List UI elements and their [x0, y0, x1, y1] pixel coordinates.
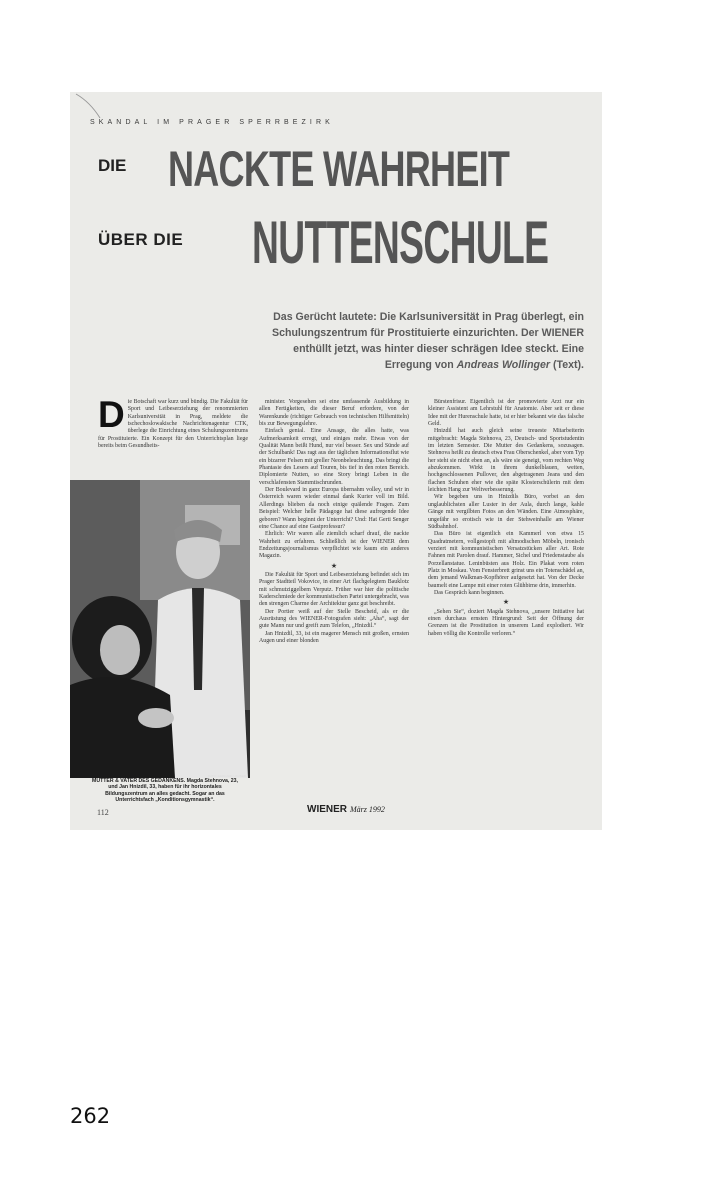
issue-date: März 1992 — [350, 805, 385, 814]
page-curl-mark — [70, 92, 150, 132]
magazine-footer — [307, 804, 385, 815]
deck-author-suffix: (Text). — [553, 359, 584, 371]
headline-line-2: NUTTENSCHULE — [252, 209, 549, 276]
photo-caption: MUTTER & VATER DES GEDANKENS. Magda Stehnova, 23, und Jan Hnizdil, 33, haben für ihr horizontales Bildungszentrum an alles gedacht. Sogar an das Unterrichtsfach „Konditionsgymnastik“. — [92, 778, 238, 804]
photo-credit: FOTO: GERHARD HAUSER — [207, 774, 246, 778]
headline-die: DIE — [98, 156, 127, 175]
dropcap: D — [98, 394, 125, 435]
magazine-name: WIENER — [307, 804, 347, 815]
kicker: SKANDAL IM PRAGER SPERRBEZIRK — [90, 119, 334, 126]
headline-uber-die: ÜBER DIE — [98, 230, 184, 249]
article-paragraph: Jan Hnizdil, 33, ist ein magerer Mensch mit großen, ernsten Augen und einer blonden — [259, 630, 409, 644]
article-photo — [70, 480, 250, 778]
article-paragraph: Das Büro ist eigentlich ein Kammerl von etwa 15 Quadratmetern, vollgestopft mit altmodischen Möbeln, ironisch verziert mit kommunistischen Versatzstücken aller Art. Rote Fahnen mit Parolen drauf. Hammer, Sichel und Friedenstaube als Porzellanstatue. Leninbüsten aus Holz. Ein Plakat vom roten Platz in Moskau. Vom Fensterbrett grinst uns ein Totenschädel an, dem jemand Walkman-Kopfhörer aufgesetzt hat. Von der Decke baumelt eine Lampe mit einer roten Glühbirne drin, immerhin. — [428, 531, 584, 589]
article-paragraph: ie Botschaft war kurz und bündig. Die Fakultät für Sport und Leibeserziehung der renommierten Karlsuniversität in Prag, meldete die tschechoslowakische Nachrichtenagentur CTK, überlege die Einrichtung eines Schulungszentrums für Prostituierte. Ein Konzept für den Unterrichtsplan liege bereits beim Gesundheits- — [98, 399, 248, 450]
article-paragraph: „Sehen Sie“, doziert Magda Stehnova, „unsere Initiative hat einen durchaus ernsten Hintergrund: Seit der Öffnung der Grenzen ist die Prostitution in unserem Land explodiert. Wir haben völlig die Kontrolle verloren.“ — [428, 608, 584, 637]
page-number: 262 — [70, 1104, 111, 1128]
deck-text: Das Gerücht lautete: Die Karlsuniversität in Prag überlegt, ein Schulungszentrum für Prostituierte einzurichten. Der WIENER enthüllt jetzt, was hinter dieser schrägen Idee steckt. Eine Erregung von — [272, 311, 584, 371]
deck-author: Andreas Wollinger — [456, 359, 551, 371]
section-star: ★ — [330, 561, 338, 570]
article-paragraph: Einfach genial. Eine Ansage, die alles hatte, was Aufmerksamkeit erregt, und einiges mehr. Etwas von der Qualität Mann beißt Hund, nur viel besser. Sex und Sünde auf der Schulbank! Das ragt aus der täglichen Informationsflut wie ein bizarrer Felsen mit greller Neonbeleuchtung. Das bringt die Phantasie des Lesers auf Touren, bis tief in den roten Bereich. Diplomierte Nutten, so eine Story bringt Leben in die verschlafensten Stammtischrunden. — [259, 428, 409, 486]
folio: 112 — [97, 808, 109, 817]
headline-line-1: NACKTE WAHRHEIT — [168, 141, 510, 197]
scanned-magazine-page — [70, 92, 602, 830]
article-column-2 — [259, 399, 409, 645]
article-paragraph: Hnizdil hat auch gleich seine treueste Mitarbeiterin mitgebracht: Magda Stehnova, 23, Deutsch- und Sportstudentin im letzten Semester. Die Mutter des Gedankens, sozusagen. Stehnova heißt zu deutsch etwa Frau Oberschenkel, aber vom Typ her steht sie nicht eben an, als wäre sie geneigt, vom rechten Weg abzukommen. Wirkt in ihrem dunkelblauen, weiten, hochgeschlossenen Pullover, den abgetragenen Jeans und den flachen Schuhen eher wie die späte Klosterschülerin mit dem leichten Hang zur Weltverbesserung. — [428, 428, 584, 494]
article-paragraph: Die Fakultät für Sport und Leibeserziehung befindet sich im Prager Stadtteil Vokovice, in einer Art flachgelegtem Bauklotz mit schmutziggelbem Verputz. Früher war hier die politische Kaderschmiede der kommunistischen Partei untergebracht, was den strengen Charme der Architektur ganz gut beschreibt. — [259, 571, 409, 608]
deck — [244, 309, 584, 373]
photo-people-illustration — [70, 480, 250, 778]
article-paragraph: Der Boulevard in ganz Europa übernahm volley, und wir in Österreich waren wieder einmal dank Kurier voll im Bild. Allerdings blieben da noch einige quälende Fragen. Zum Beispiel: Welcher helle Pädagoge hat diese aufregende Idee geboren? Wann beginnt der Unterricht? Und: Hat Gerti Senger eine Chance auf eine Gastprofessur? — [259, 487, 409, 530]
article-paragraph: Das Gespräch kann beginnen. — [434, 589, 505, 596]
article-paragraph: Der Portier weiß auf der Stelle Bescheid, als er die Ausrüstung des WIENER-Fotografen sieht: „Aha“, sagt der gute Mann nur und greift zum Telefon, „Hnizdil.“ — [259, 608, 409, 630]
section-star: ★ — [502, 598, 510, 607]
article-paragraph: Bürstenfrisur. Eigentlich ist der promovierte Arzt nur ein kleiner Assistent am Lehrstuhl für Anatomie. Aber seit er diese Idee mit der Hurenschule hatte, ist er hier bekannt wie das falsche Geld. — [428, 399, 584, 428]
article-column-3 — [428, 399, 584, 638]
article-column-1 — [98, 394, 248, 450]
article-paragraph: minister. Vorgesehen sei eine umfassende Ausbildung in allen Fertigkeiten, die dieser Beruf erfordere, von der Warenkunde (richtiger Gebrauch von technischen Hilfsmitteln) bis zur Bewegungslehre. — [259, 399, 409, 428]
article-paragraph: Ehrlich: Wir waren alle ziemlich scharf drauf, die nackte Wahrheit zu erfahren. Schließlich ist der WIENER dem Endzeitungsjournalismus verpflichtet wie kaum ein anderes Magazin. — [259, 531, 409, 560]
article-paragraph: Wir begeben uns in Hnizdils Büro, vorbei an den unglaublichsten aller Luster in der Aula, durch lange, kahle Gänge mit vergilbten Fotos an den Wänden. Eine Atmosphäre, ungefähr so erotisch wie in der Stehweinhalle am Wiener Südbahnhof. — [428, 494, 584, 530]
